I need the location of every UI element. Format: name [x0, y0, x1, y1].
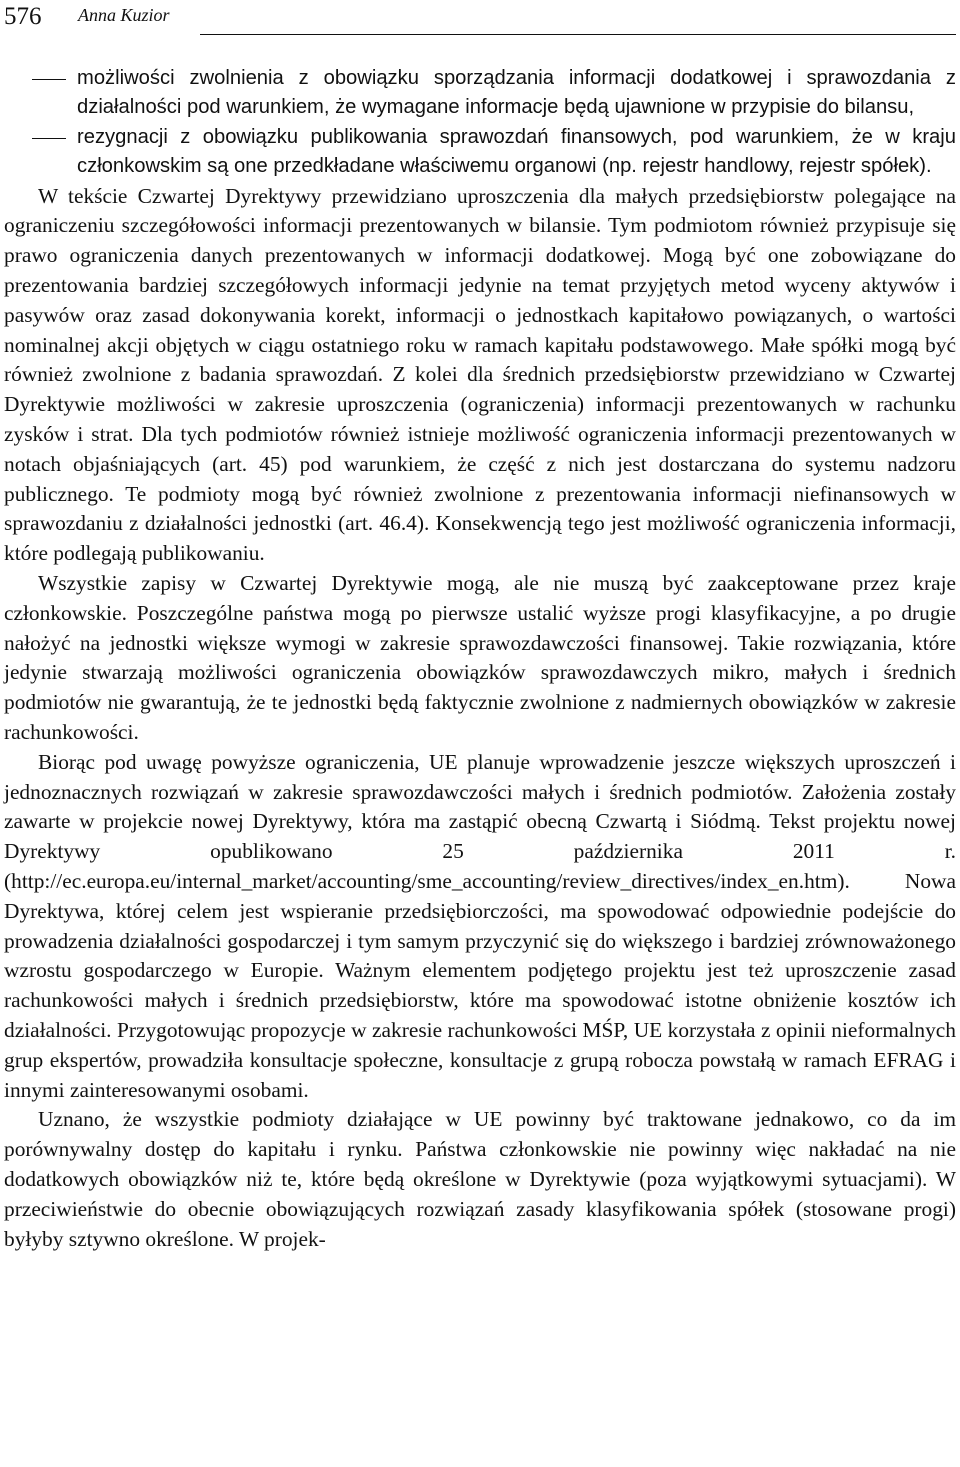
paragraph: W tekście Czwartej Dyrektywy przewidziano uproszczenia dla małych przedsiębiorstw polegające na ograniczeniu szczegółowości informacji prezentowanych w bilansie. Tym podmiotom również przypisuje się prawo ograniczenia danych prezentowanych w informacji dodatkowej. Mogą być one zobowiązane do prezentowania bardziej szczegółowych informacji jedynie na temat przyjętych metod wyceny aktywów i pasywów oraz zasad dokonywania korekt, informacji o jednostkach kapitałowo powiązanych, o wartości nominalnej akcji objętych w ciągu ostatniego roku w ramach kapitału podstawowego. Małe spółki mogą być również zwolnione z badania sprawozdań. Z kolei dla średnich przedsiębiorstw przewidziano w Czwartej Dyrektywie możliwości w zakresie uproszczenia (ograniczenia) informacji prezentowanych w rachunku zysków i strat. Dla tych podmiotów również istnieje możliwość ograniczenia informacji prezentowanych w notach objaśniających (art. 45) pod warunkiem, że część z nich jest dostarczana do systemu nadzoru publicznego. Te podmioty mogą być również zwolnione z prezentowania informacji niefinansowych w sprawozdaniu z działalności jednostki (art. 46.4). Konsekwencją tego jest możliwość ograniczenia informacji, które podlegają publikowaniu.: [4, 183, 956, 566]
paragraph: Wszystkie zapisy w Czwartej Dyrektywie mogą, ale nie muszą być zaakceptowane przez kraje członkowskie. Poszczególne państwa mogą po pierwsze ustalić wyższe progi klasyfikacyjne, a po drugie nałożyć na jednostki większe wymogi w zakresie sprawozdawczości finansowej. Takie rozwiązania, które jedynie stwarzają możliwości ograniczenia obowiązków sprawozdawczych mikro, małych i średnich podmiotów nie gwarantują, że te jednostki będą faktycznie zwolnione z nadmiernych obowiązków w zakresie rachunkowości.: [4, 570, 956, 744]
header-rule: [200, 34, 956, 35]
list-item-text: możliwości zwolnienia z obowiązku sporządzania informacji dodatkowej i sprawozdania z działalności pod warunkiem, że wymagane informacje będą ujawnione w przypisie do bilansu,: [77, 67, 956, 119]
paragraph: Biorąc pod uwagę powyższe ograniczenia, UE planuje wprowadzenie jeszcze większych uproszczeń i jednoznacznych rozwiązań w zakresie sprawozdawczości małych i średnich podmiotów. Założenia zostały zawarte w projekcie nowej Dyrektywy, która ma zastąpić obecną Czwartą i Siódmą. Tekst projektu nowej Dyrektywy opublikowano 25 października 2011 r. (http://ec.europa.eu/internal_market/accounting/sme_accounting/review_directives/index_en.htm). Nowa Dyrektywa, której celem jest wspieranie przedsiębiorczości, ma spowodować odpowiednie podejście do prowadzenia działalności gospodarczej i tym samym przyczynić się do większego i bardziej zrównoważonego wzrostu gospodarczego w Europie. Ważnym elementem podjętego projektu jest też uproszczenie zasad rachunkowości małych i średnich przedsiębiorstw, które ma spowodować istotne obniżenie kosztów ich działalności. Przygotowując propozycje w zakresie rachunkowości MŚP, UE korzystała z opinii nieformalnych grup ekspertów, prowadziła konsultacje społeczne, konsultacje z grupą robocza powstałą w ramach EFRAG i innymi zainteresowanymi osobami.: [4, 749, 956, 1102]
running-head-author: Anna Kuzior: [78, 5, 170, 25]
paragraph: Uznano, że wszystkie podmioty działające w UE powinny być traktowane jednakowo, co da im porównywalny dostęp do kapitału i rynku. Państwa członkowskie nie powinny więc nakładać na nie dodatkowych obowiązków niż te, które będą określone w Dyrektywie (poza wyjątkowymi sytuacjami). W przeciwieństwie do obecnie obowiązujących rozwiązań zasady klasyfikowania spółek (stosowane progi) byłyby sztywno określone. W projek-: [4, 1107, 956, 1251]
page-body: [4, 64, 956, 1254]
dash-bullet-icon: [32, 138, 66, 139]
list-item: [4, 123, 956, 182]
list-item-text: rezygnacji z obowiązku publikowania sprawozdań finansowych, pod warunkiem, że w kraju członkowskim są one przedkładane właściwemu organowi (np. rejestr handlowy, rejestr spółek).: [77, 125, 956, 178]
list-item: [4, 64, 956, 123]
running-header: [0, 0, 960, 36]
dash-bullet-icon: [32, 79, 66, 80]
page-number: 576: [4, 3, 42, 30]
